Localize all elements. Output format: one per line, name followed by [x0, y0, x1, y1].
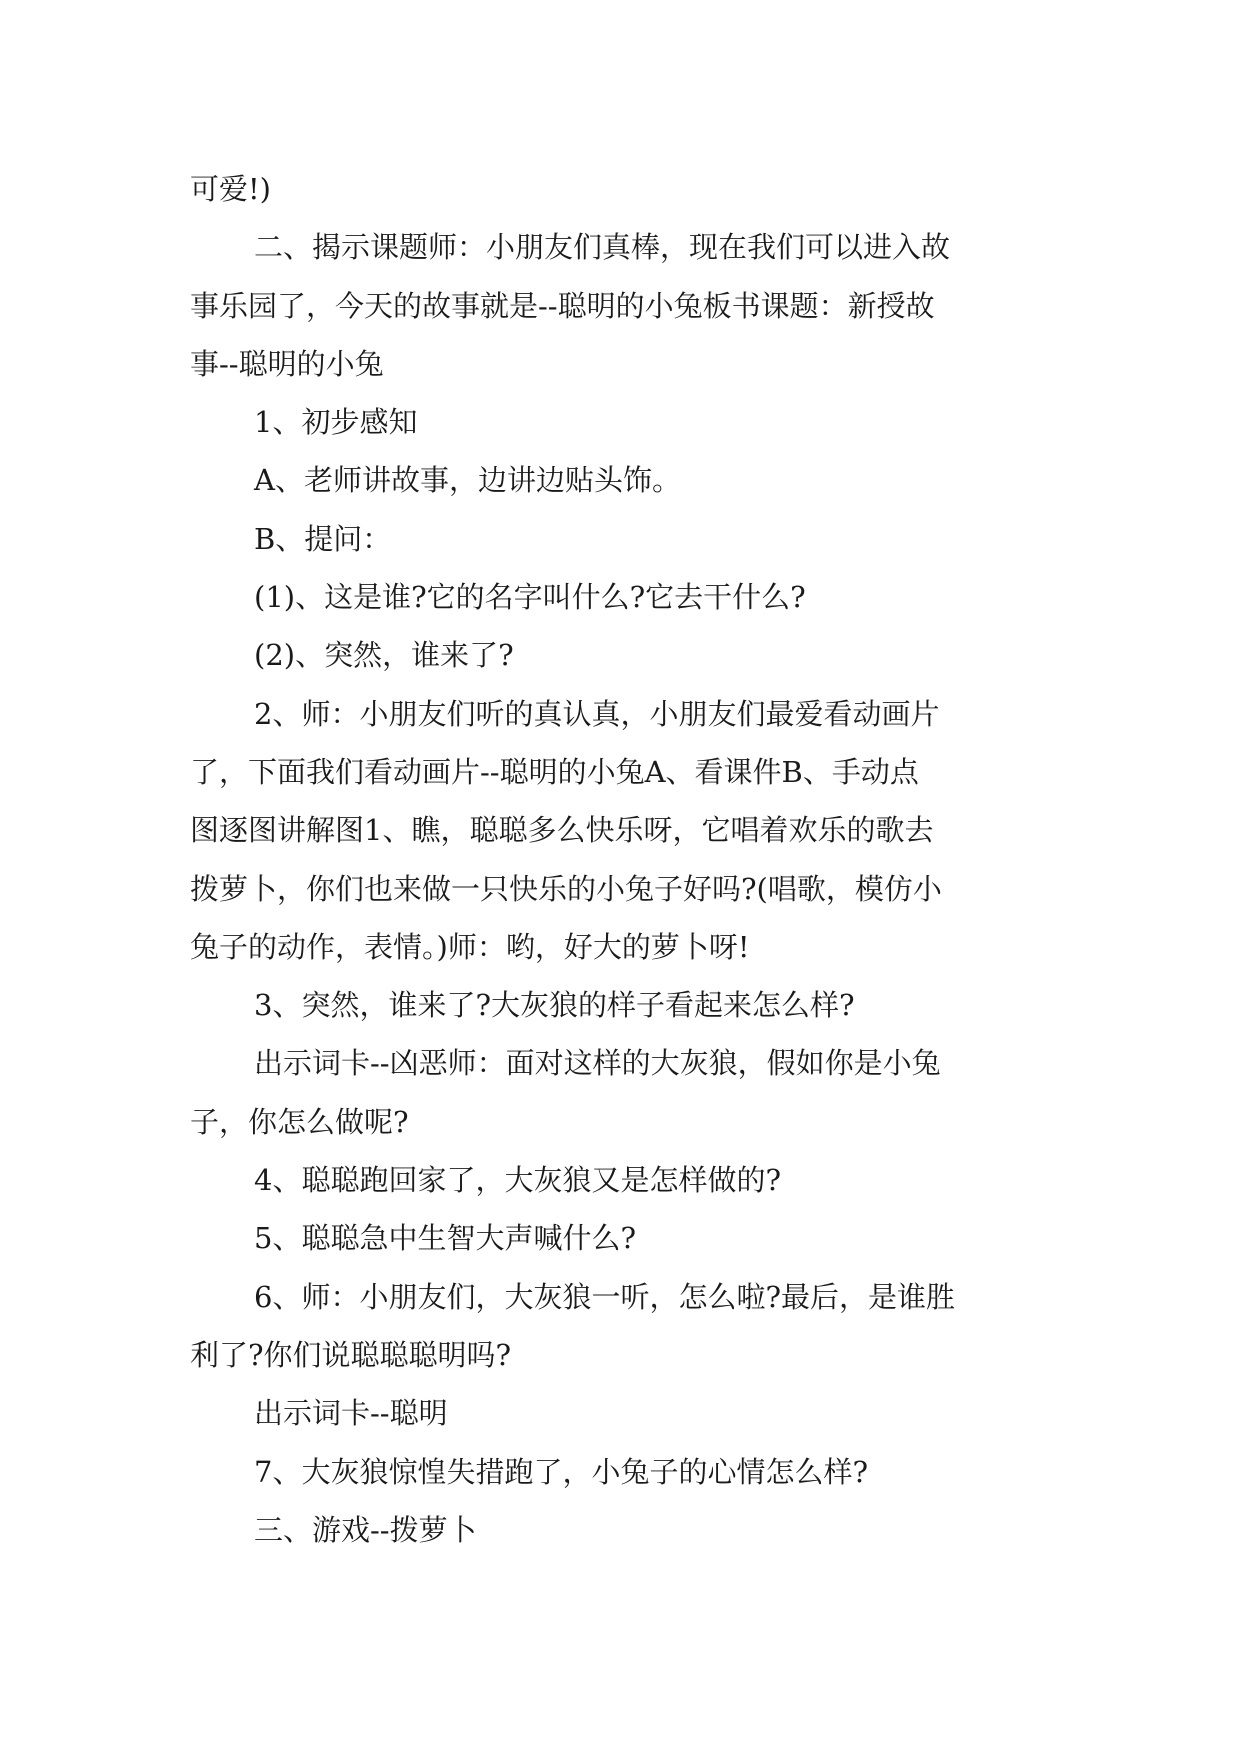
text-line: B、提问：: [254, 521, 392, 556]
text-line: (1)、这是谁?它的名字叫什么?它去干什么?: [254, 580, 806, 615]
text-line: 二、揭示课题师：小朋友们真棒，现在我们可以进入故: [254, 230, 951, 265]
text-line: 图逐图讲解图1、瞧，聪聪多么快乐呀，它唱着欢乐的歌去: [190, 813, 934, 848]
text-line: 出示词卡--聪明: [254, 1396, 448, 1431]
text-line: 三、游戏--拨萝卜: [254, 1512, 477, 1547]
document-page: [190, 160, 1060, 1559]
text-line: 出示词卡--凶恶师：面对这样的大灰狼，假如你是小兔: [254, 1046, 941, 1081]
text-line: 拨萝卜，你们也来做一只快乐的小兔子好吗?(唱歌，模仿小: [190, 871, 942, 906]
text-line: 3、突然，谁来了?大灰狼的样子看起来怎么样?: [254, 988, 855, 1023]
text-line: 可爱!): [190, 172, 271, 206]
text-line: 利了?你们说聪聪聪明吗?: [190, 1337, 512, 1372]
text-line: 兔子的动作，表情。)师：哟，好大的萝卜呀!: [190, 929, 750, 964]
text-line: 4、聪聪跑回家了，大灰狼又是怎样做的?: [254, 1163, 781, 1198]
text-line: 2、师：小朋友们听的真认真，小朋友们最爱看动画片: [254, 696, 940, 731]
text-line: 6、师：小朋友们，大灰狼一听，怎么啦?最后，是谁胜: [254, 1279, 955, 1314]
text-line: 5、聪聪急中生智大声喊什么?: [254, 1221, 636, 1256]
text-line: 事乐园了，今天的故事就是--聪明的小兔板书课题：新授故: [190, 288, 935, 323]
text-line: (2)、突然，谁来了?: [254, 638, 514, 673]
text-line: 事--聪明的小兔: [190, 346, 384, 381]
text-line: 了，下面我们看动画片--聪明的小兔A、看课件B、手动点: [190, 754, 919, 789]
text-line: A、老师讲故事，边讲边贴头饰。: [254, 463, 681, 498]
text-line: 7、大灰狼惊惶失措跑了，小兔子的心情怎么样?: [254, 1454, 868, 1489]
text-line: 1、初步感知: [254, 405, 418, 440]
text-line: 子，你怎么做呢?: [190, 1104, 409, 1139]
